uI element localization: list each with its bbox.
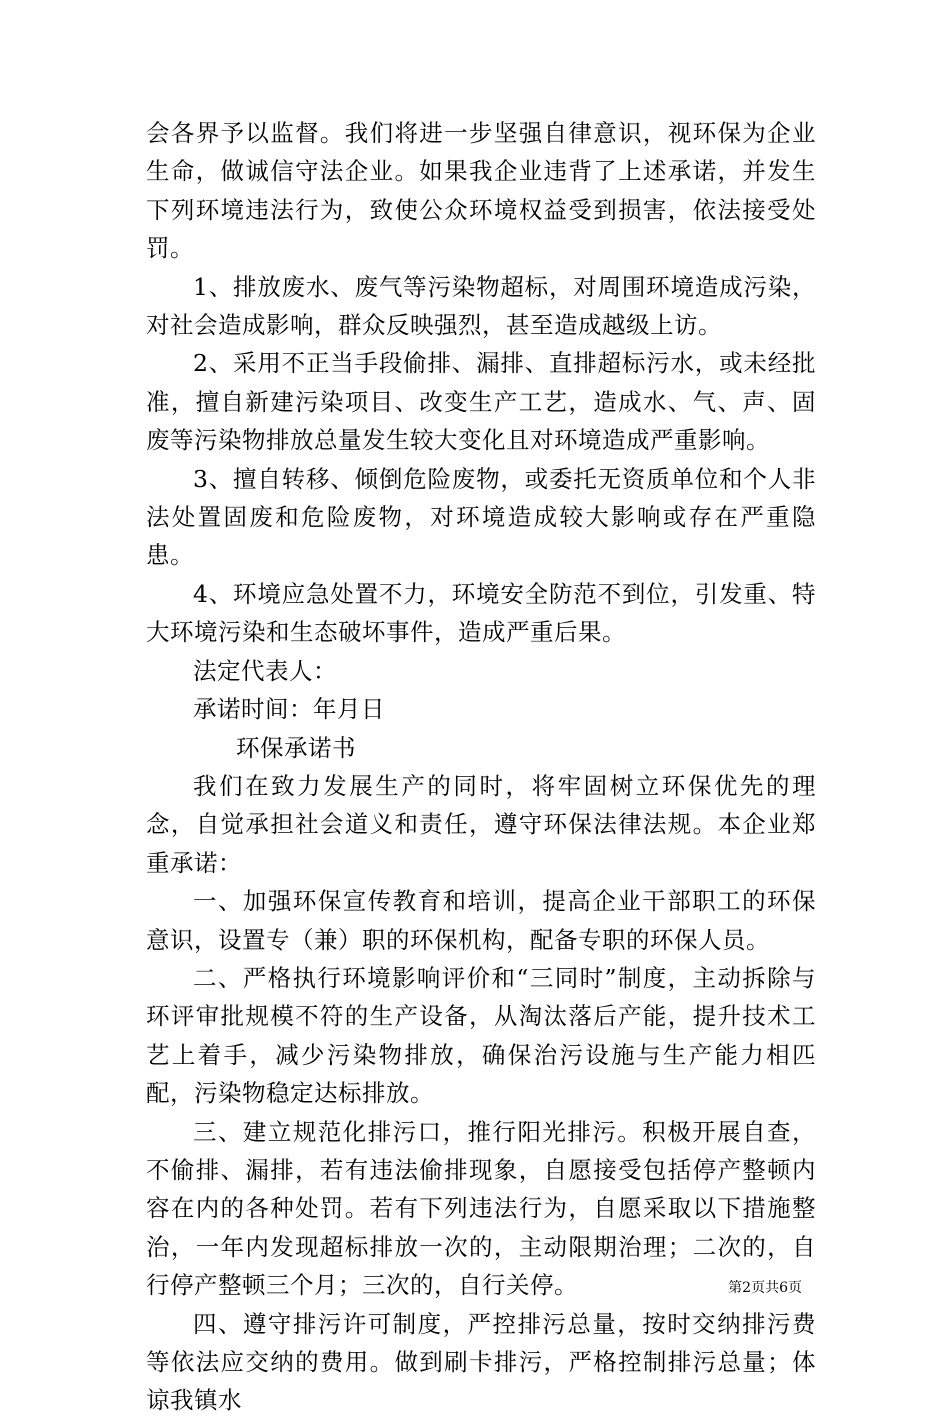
- commitment-item-3: 三、建立规范化排污口，推行阳光排污。积极开展自查，不偷排、漏排，若有违法偷排现象，自愿接受包括停产整顿内容在内的各种处罚。若有下列违法行为，自愿采取以下措施整治，一年内发现超标排放一次的，主动限期治理；二次的，自行停产整顿三个月；三次的，自行关停。: [146, 1117, 816, 1300]
- violation-item-1: 1、排放废水、废气等污染物超标，对周围环境造成污染，对社会造成影响，群众反映强烈，甚至造成越级上访。: [146, 272, 816, 340]
- commitment-date-line: 承诺时间：年月日: [193, 695, 385, 724]
- commitment-item-1: 一、加强环保宣传教育和培训，提高企业干部职工的环保意识，设置专（兼）职的环保机构，配备专职的环保人员。: [146, 887, 816, 954]
- document-body: [146, 114, 816, 1420]
- commitment-intro: 我们在致力发展生产的同时，将牢固树立环保优先的理念，自觉承担社会道义和责任，遵守环保法律法规。本企业郑重承诺：: [146, 771, 816, 877]
- violation-item-4: 4、环境应急处置不力，环境安全防范不到位，引发重、特大环境污染和生态破坏事件，造成严重后果。: [146, 579, 816, 647]
- paragraph-continuation: 会各界予以监督。我们将进一步坚强自律意识，视环保为企业生命，做诚信守法企业。如果我企业违背了上述承诺，并发生下列环境违法行为，致使公众环境权益受到损害，依法接受处罚。: [146, 119, 816, 263]
- violation-item-3: 3、擅自转移、倾倒危险废物，或委托无资质单位和个人非法处置固废和危险废物，对环境造成较大影响或存在严重隐患。: [146, 464, 816, 570]
- violation-item-2: 2、采用不正当手段偷排、漏排、直排超标污水，或未经批准，擅自新建污染项目、改变生产工艺，造成水、气、声、固废等污染物排放总量发生较大变化且对环境造成严重影响。: [146, 349, 816, 455]
- page-number: 第2页共6页: [728, 1280, 802, 1296]
- section-title: 环保承诺书: [236, 733, 356, 762]
- commitment-item-4: 四、遵守排污许可制度，严控排污总量，按时交纳排污费等依法应交纳的费用。做到刷卡排污，严格控制排污总量；体谅我镇水: [146, 1309, 816, 1415]
- legal-representative-line: 法定代表人：: [193, 656, 337, 685]
- commitment-item-2: 二、严格执行环境影响评价和“三同时”制度，主动拆除与环评审批规模不符的生产设备，从淘汰落后产能，提升技术工艺上着手，减少污染物排放，确保治污设施与生产能力相匹配，污染物稳定达标排放。: [146, 963, 816, 1108]
